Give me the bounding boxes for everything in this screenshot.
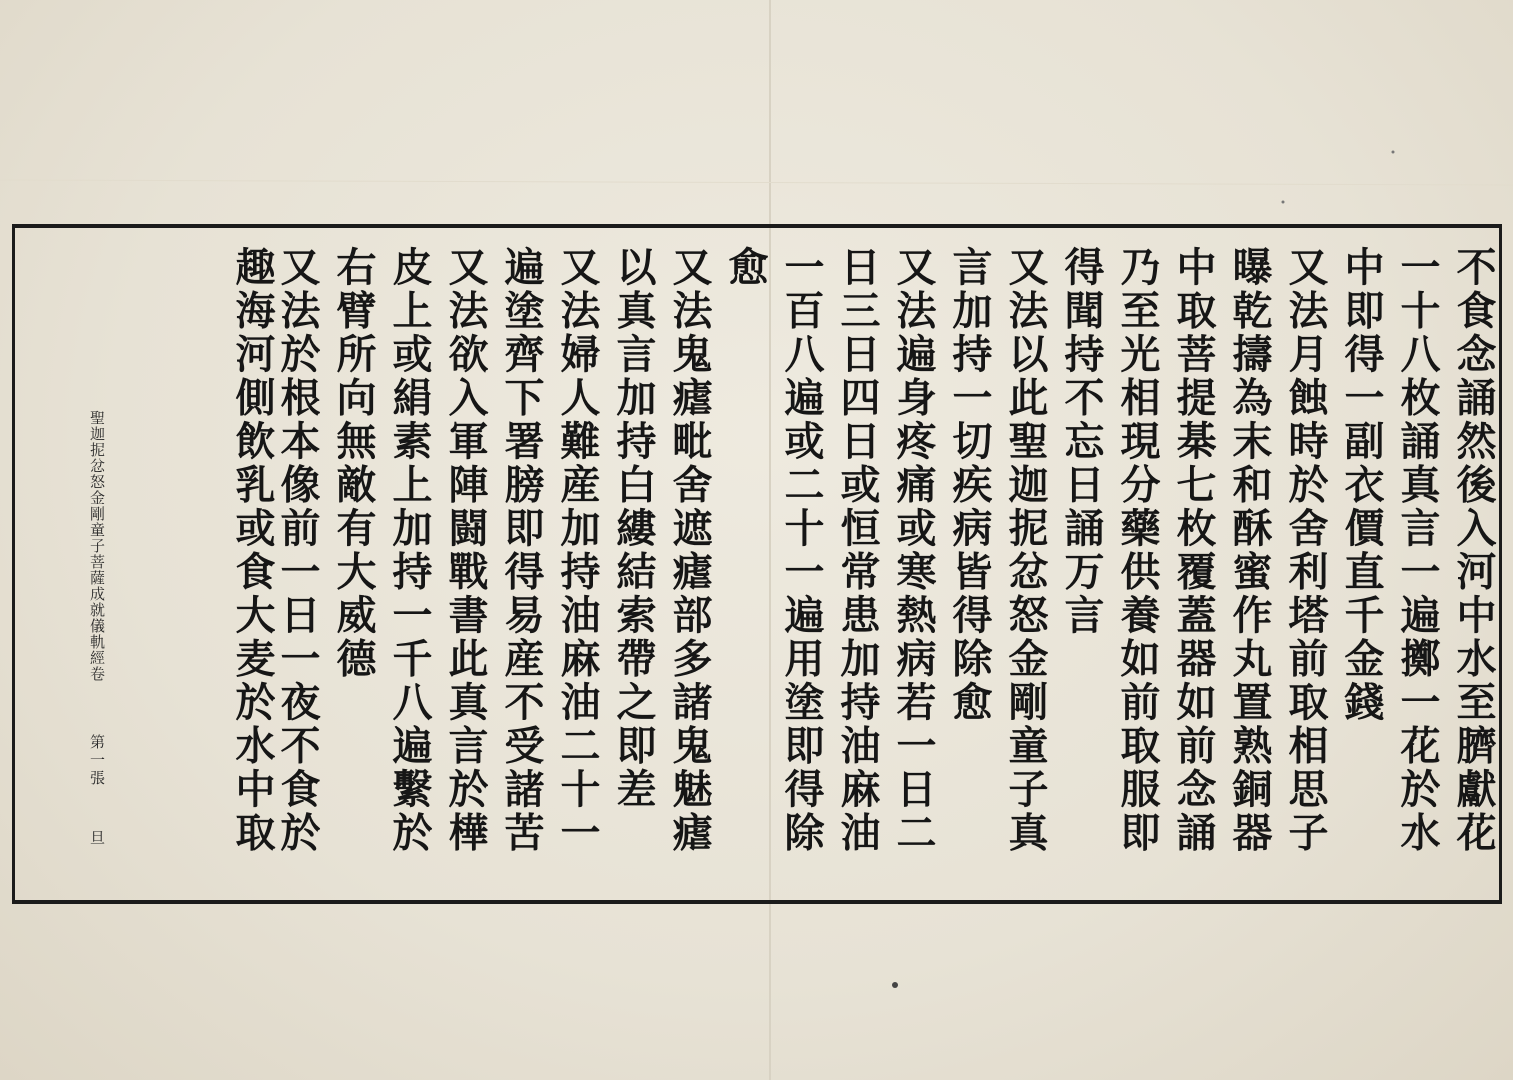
text-column-22: 又法於根本像前一日一夜不食於 [274,246,321,855]
text-column-15: 又法鬼瘧毗舍遮瘧部多諸鬼魅瘧 [666,246,713,855]
text-column-23: 趣海河側飲乳或食大麦於水中取 [229,246,276,855]
text-column-14: 愈 [722,246,769,290]
margin-page-mark: 旦 [88,830,106,845]
text-column-4: 又法月蝕時於舍利塔前取相思子 [1282,246,1329,855]
text-column-18: 遍塗齊下署膀即得易産不受諸苦 [498,246,545,855]
text-column-2: 一十八枚誦真言一遍擲一花於水 [1394,246,1441,855]
text-columns [110,246,1500,896]
text-column-8: 得聞持不忘日誦万言 [1058,246,1105,638]
margin-page-label: 第一張 [88,734,106,788]
text-column-5: 曝乾擣為末和酥蜜作丸置熟銅器 [1226,246,1273,855]
text-column-19: 又法欲入軍陣闘戰書此真言於樺 [442,246,489,855]
text-column-6: 中取菩提棊七枚覆蓋器如前念誦 [1170,246,1217,855]
text-column-7: 乃至光相現分藥供養如前取服即 [1114,246,1161,855]
text-column-1: 不食念誦然後入河中水至臍獻花 [1450,246,1497,855]
text-column-16: 以真言加持白縷結索帶之即差 [610,246,657,812]
text-column-21: 右臂所向無敵有大威德 [330,246,377,681]
margin-sutra-title: 聖迦抳忿怒金剛童子菩薩成就儀軌經卷 [88,410,106,682]
text-column-17: 又法婦人難産加持油麻油二十一 [554,246,601,855]
text-column-20: 皮上或絹素上加持一千八遍繫於 [386,246,433,855]
text-column-12: 日三日四日或恒常患加持油麻油 [834,246,881,855]
text-column-10: 言加持一切疾病皆得除愈 [946,246,993,725]
text-column-3: 中即得一副衣價直千金錢 [1338,246,1385,725]
text-column-13: 一百八遍或二十一遍用塗即得除 [778,246,825,855]
text-column-9: 又法以此聖迦抳忿怒金剛童子真 [1002,246,1049,855]
text-column-11: 又法遍身疼痛或寒熱病若一日二 [890,246,937,855]
